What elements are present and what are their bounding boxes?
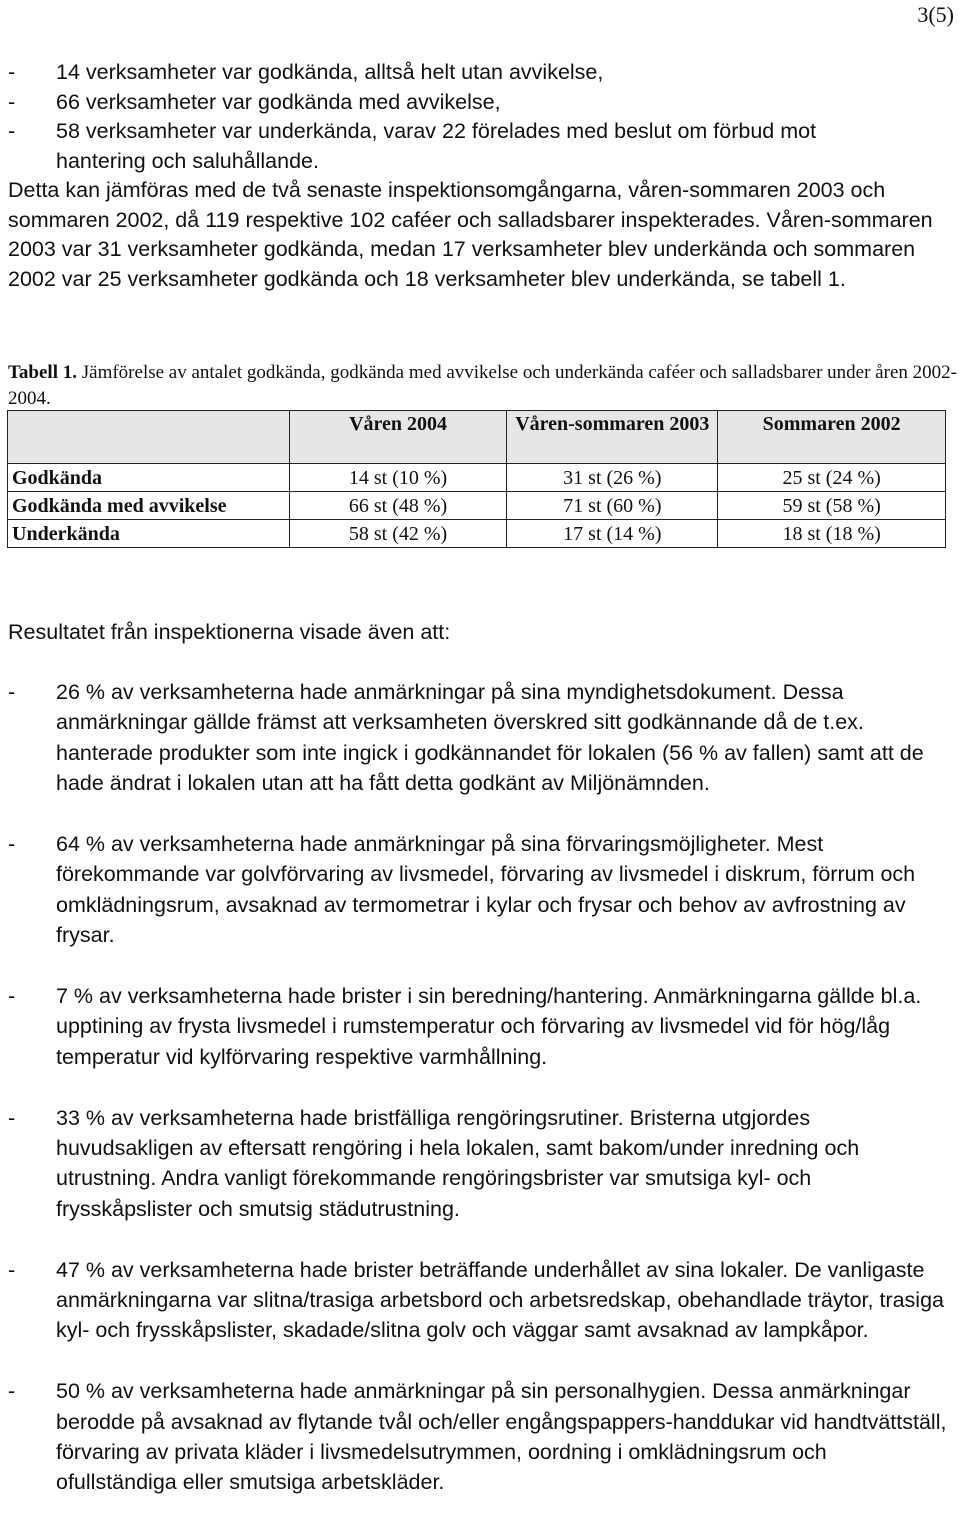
column-header: Sommaren 2002	[718, 411, 946, 464]
list-item-text: 14 verksamheter var godkända, alltså helt utan avvikelse,	[56, 60, 604, 84]
list-item: - 33 % av verksamheterna hade bristfälliga rengöringsrutiner. Bristerna utgjordes huvudsakligen av eftersatt rengöring i hela lokalen, samt bakom/under inredning och utrustning. Andra vanligt förekommande rengöringsbrister var smutsiga kyl- och frysskåpslister och smutsig städutrustning.	[8, 1103, 953, 1225]
list-item-text: 50 % av verksamheterna hade anmärkningar på sin personalhygien. Dessa anmärkningar berodde på avsaknad av flytande tvål och/eller engångspappers-handdukar vid handtvättställ, förvaring av privata kläder i livsmedelsutrymmen, oordning i omklädningsrum och ofullständiga eller smutsiga arbetskläder.	[56, 1379, 947, 1495]
column-header: Våren-sommaren 2003	[507, 411, 718, 464]
list-item: - 7 % av verksamheterna hade brister i sin beredning/hantering. Anmärkningarna gällde bl.a. upptining av frysta livsmedel i rumstemperatur och förvaring av livsmedel vid för hög/låg temperatur vid kylförvaring respektive varmhållning.	[8, 981, 953, 1072]
table-row	[8, 464, 946, 492]
table-cell: 58 st (42 %)	[289, 520, 507, 548]
list-item: - 26 % av verksamheterna hade anmärkningar på sina myndighetsdokument. Dessa anmärkningar gällde främst att verksamheten överskred sitt godkännande då de t.ex. hanterade produkter som inte ingick i godkännandet för lokalen (56 % av fallen) samt att de hade ändrat i lokalen utan att ha fått detta godkänt av Miljönämnden.	[8, 677, 953, 799]
table-cell: 71 st (60 %)	[507, 492, 718, 520]
list-item: - 58 verksamheter var underkända, varav 22 förelades med beslut om förbud mot hantering och saluhållande.	[8, 117, 953, 176]
table-caption	[8, 360, 958, 412]
results-heading: Resultatet från inspektionerna visade även att:	[8, 620, 451, 644]
table-cell: 59 st (58 %)	[718, 492, 946, 520]
row-label: Godkända med avvikelse	[8, 492, 290, 520]
body-paragraph: Detta kan jämföras med de två senaste inspektionsomgångarna, våren-sommaren 2003 och sommaren 2002, då 119 respektive 102 caféer och salladsbarer inspekterades. Våren-sommaren 2003 var 31 verksamheter godkända, medan 17 verksamheter blev underkända och sommaren 2002 var 25 verksamheter godkända och 18 verksamheter blev underkända, se tabell 1.	[8, 178, 933, 291]
list-item: - 47 % av verksamheterna hade brister beträffande underhållet av sina lokaler. De vanligaste anmärkningarna var slitna/trasiga arbetsbord och arbetsredskap, obehandlade träytor, trasiga kyl- och frysskåpslister, skadade/slitna golv och väggar samt avsaknad av lampkåpor.	[8, 1255, 953, 1346]
list-item: - 64 % av verksamheterna hade anmärkningar på sina förvaringsmöjligheter. Mest förekommande var golvförvaring av livsmedel, förvaring av livsmedel i diskrum, förrum och omklädningsrum, avsaknad av termometrar i kylar och frysar och behov av avfrostning av frysar.	[8, 829, 953, 951]
table-caption-label: Tabell 1.	[8, 362, 77, 383]
list-item-text: 26 % av verksamheterna hade anmärkningar på sina myndighetsdokument. Dessa anmärkningar gällde främst att verksamheten överskred sitt godkännande då de t.ex. hanterade produkter som inte ingick i godkännandet för lokalen (56 % av fallen) samt att de hade ändrat i lokalen utan att ha fått detta godkänt av Miljönämnden.	[56, 680, 924, 796]
table-caption-text: Jämförelse av antalet godkända, godkända med avvikelse och underkända caféer och salladsbarer under åren 2002-2004.	[8, 362, 957, 409]
list-item-text: 58 verksamheter var underkända, varav 22 förelades med beslut om förbud mot hantering och saluhållande.	[56, 119, 817, 173]
row-label: Underkända	[8, 520, 290, 548]
list-item-text: 64 % av verksamheterna hade anmärkningar på sina förvaringsmöjligheter. Mest förekommande var golvförvaring av livsmedel, förvaring av livsmedel i diskrum, förrum och omklädningsrum, avsaknad av termometrar i kylar och frysar och behov av avfrostning av frysar.	[56, 832, 916, 948]
table-cell: 18 st (18 %)	[718, 520, 946, 548]
list-item-text: 33 % av verksamheterna hade bristfälliga rengöringsrutiner. Bristerna utgjordes huvudsakligen av eftersatt rengöring i hela lokalen, samt bakom/under inredning och utrustning. Andra vanligt förekommande rengöringsbrister var smutsiga kyl- och frysskåpslister och smutsig städutrustning.	[56, 1105, 860, 1221]
results-list	[8, 677, 953, 1528]
list-item: - 14 verksamheter var godkända, alltså helt utan avvikelse,	[8, 58, 953, 88]
list-item-text: 7 % av verksamheterna hade brister i sin beredning/hantering. Anmärkningarna gällde bl.a. upptining av frysta livsmedel i rumstemperatur och förvaring av livsmedel vid för hög/låg temperatur vid kylförvaring respektive varmhållning.	[56, 984, 922, 1069]
table-cell: 14 st (10 %)	[289, 464, 507, 492]
top-list	[8, 58, 953, 294]
list-item: - 66 verksamheter var godkända med avvikelse,	[8, 88, 953, 118]
table-header-row	[8, 411, 946, 464]
comparison-table	[7, 410, 946, 548]
row-label: Godkända	[8, 464, 290, 492]
table-corner-cell	[8, 411, 290, 464]
table-row	[8, 520, 946, 548]
table-cell: 66 st (48 %)	[289, 492, 507, 520]
list-item-text: 66 verksamheter var godkända med avvikelse,	[56, 89, 501, 114]
table-cell: 25 st (24 %)	[718, 464, 946, 492]
page-number: 3(5)	[917, 2, 954, 27]
table-cell: 31 st (26 %)	[507, 464, 718, 492]
table-cell: 17 st (14 %)	[507, 520, 718, 548]
list-item-text: 47 % av verksamheterna hade brister beträffande underhållet av sina lokaler. De vanligaste anmärkningarna var slitna/trasiga arbetsbord och arbetsredskap, obehandlade träytor, trasiga kyl- och frysskåpslister, skadade/slitna golv och väggar samt avsaknad av lampkåpor.	[56, 1257, 944, 1343]
list-item: - 50 % av verksamheterna hade anmärkningar på sin personalhygien. Dessa anmärkningar berodde på avsaknad av flytande tvål och/eller engångspappers-handdukar vid handtvättställ, förvaring av privata kläder i livsmedelsutrymmen, oordning i omklädningsrum och ofullständiga eller smutsiga arbetskläder.	[8, 1376, 953, 1498]
table-row	[8, 492, 946, 520]
column-header: Våren 2004	[289, 411, 507, 464]
